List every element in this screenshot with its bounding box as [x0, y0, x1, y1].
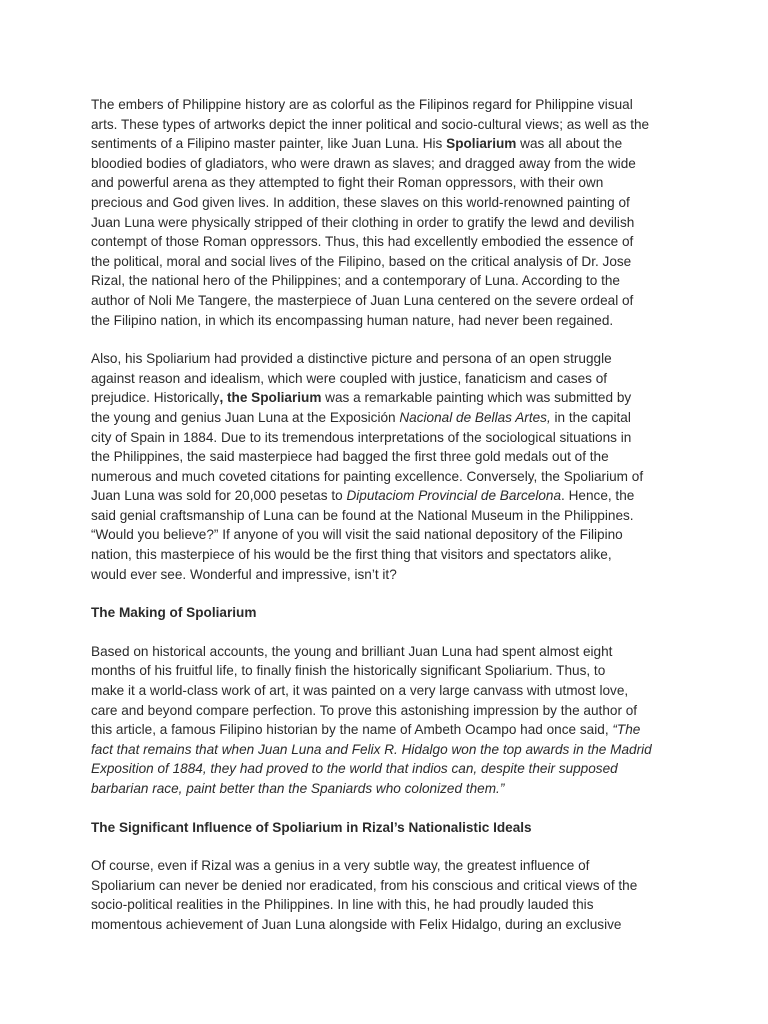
text-line: contempt of those Roman oppressors. Thus, this had excellently embodied the essence of: [91, 234, 634, 250]
italic-text: “The: [612, 722, 641, 738]
italic-text: fact that remains that when Juan Luna and Felix R. Hidalgo won the top awards in the Madrid: [91, 741, 652, 757]
text-line: sentiments of a Filipino master painter, like Juan Luna. His Spoliarium was all about the: [91, 136, 623, 152]
text-line: the political, moral and social lives of the Filipino, based on the critical analysis of Dr. Jose: [91, 253, 632, 269]
text-line: said genial craftsmanship of Luna can be found at the National Museum in the Philippines.: [91, 507, 634, 523]
text-line: the young and genius Juan Luna at the Exposición Nacional de Bellas Artes, in the capital: [91, 409, 631, 425]
text-line: numerous and much coveted citations for painting excellence. Conversely, the Spoliarium of: [91, 468, 644, 484]
text-line: precious and God given lives. In addition, these slaves on this world-renowned painting of: [91, 194, 630, 210]
bold-text: Spoliarium: [446, 136, 517, 152]
paragraph-intro: [91, 95, 681, 330]
text-line: bloodied bodies of gladiators, who were drawn as slaves; and dragged away from the wide: [91, 155, 636, 171]
text-line: prejudice. Historically, the Spoliarium was a remarkable painting which was submitted by: [91, 390, 632, 406]
text-line: Spoliarium can never be denied nor eradicated, from his conscious and critical views of the: [91, 877, 638, 893]
text-line: momentous achievement of Juan Luna alongside with Felix Hidalgo, during an exclusive: [91, 916, 622, 932]
text-line: make it a world-class work of art, it was painted on a very large canvass with utmost love,: [91, 683, 629, 699]
text-line: [91, 740, 681, 760]
text-line: socio-political realities in the Philippines. In line with this, he had proudly lauded this: [91, 897, 594, 913]
text-line: Rizal, the national hero of the Philippines; and a contemporary of Luna. According to the: [91, 273, 620, 289]
text-line: Juan Luna were physically stripped of their clothing in order to gratify the lewd and devilish: [91, 214, 635, 230]
document-page: [91, 95, 681, 954]
text-line: months of his fruitful life, to finally finish the historically significant Spoliarium. Thus, to: [91, 663, 606, 679]
text-line: Also, his Spoliarium had provided a distinctive picture and persona of an open struggle: [91, 351, 612, 367]
text-line: Of course, even if Rizal was a genius in a very subtle way, the greatest influence of: [91, 858, 590, 874]
text-line: Juan Luna was sold for 20,000 pesetas to Diputaciom Provincial de Barcelona. Hence, the: [91, 488, 635, 504]
text-line: author of Noli Me Tangere, the masterpiece of Juan Luna centered on the severe ordeal of: [91, 292, 634, 308]
text-line: “Would you believe?” If anyone of you will visit the said national depository of the Filipino: [91, 527, 623, 543]
text-line: against reason and idealism, which were coupled with justice, fanaticism and cases of: [91, 370, 608, 386]
heading-making-of-spoliarium: The Making of Spoliarium: [91, 605, 257, 621]
text-line: city of Spain in 1884. Due to its tremendous interpretations of the sociological situations in: [91, 429, 632, 445]
italic-text: Diputaciom Provincial de Barcelona: [346, 488, 562, 504]
text-line: this article, a famous Filipino historian by the name of Ambeth Ocampo had once said, “The: [91, 722, 641, 738]
text-line: would ever see. Wonderful and impressive, isn’t it?: [91, 566, 397, 582]
text-line: care and beyond compare perfection. To prove this astonishing impression by the author of: [91, 702, 638, 718]
text-line: [91, 779, 681, 799]
italic-text: Exposition of 1884, they had proved to the world that indios can, despite their supposed: [91, 761, 618, 777]
paragraph-exposition: [91, 349, 681, 584]
text-line: The embers of Philippine history are as colorful as the Filipinos regard for Philippine visual: [91, 97, 633, 112]
text-line: the Philippines, the said masterpiece had bagged the first three gold medals out of the: [91, 449, 609, 465]
text-line: Based on historical accounts, the young and brilliant Juan Luna had spent almost eight: [91, 643, 613, 659]
italic-text: barbarian race, paint better than the Spaniards who colonized them.”: [91, 781, 505, 796]
text-line: and powerful arena as they attempted to fight their Roman oppressors, with their own: [91, 175, 604, 191]
italic-text: Nacional de Bellas Artes,: [399, 409, 551, 425]
text-line: nation, this masterpiece of his would be the first thing that visitors and spectators alike,: [91, 547, 612, 563]
bold-text: , the Spoliarium: [219, 390, 322, 406]
paragraph-influence: [91, 856, 681, 934]
heading-influence-on-rizal: The Significant Influence of Spoliarium in Rizal’s Nationalistic Ideals: [91, 819, 532, 835]
text-line: [91, 759, 681, 779]
paragraph-making: [91, 642, 681, 799]
text-line: the Filipino nation, in which its encompassing human nature, had never been regained.: [91, 312, 614, 328]
text-line: arts. These types of artworks depict the inner political and socio-cultural views; as well as the: [91, 116, 650, 132]
